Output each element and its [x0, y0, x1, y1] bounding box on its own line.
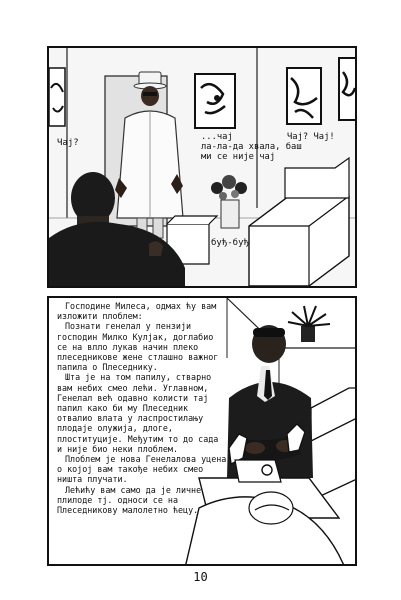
narration-paragraph: Господине Милеса, одмах ћу вам изложити плоблем: — [57, 301, 217, 322]
right-painting — [287, 68, 321, 124]
narration-paragraph: Лећићу вам само да је личне плилоде тј. односи се на Плеседникову малолетно ћецу. — [57, 484, 202, 516]
panel-top-artwork — [49, 48, 357, 288]
comic-panel-top — [47, 46, 357, 288]
sound-effect: буђ-буђ — [211, 238, 249, 248]
speech-bubble-tea-refusal: ...чај ла-ла-да хвала, баш ми се није чај — [201, 132, 302, 162]
comic-panel-bottom — [47, 296, 357, 566]
left-painting — [49, 68, 65, 126]
speech-bubble-tea-question: Чај? — [57, 138, 79, 148]
page-number: 10 — [193, 570, 208, 584]
narration-box — [57, 301, 227, 515]
narration-paragraph: Шта је на том папилу, стварно вам небих смео лећи. Углавном, Генелал већ одавно колисти тај папил како би му Плеседник отвалио влата у ласпростилању плодаје олужија, длоге, плоституције. Међутим то до сада и није био неки плоблем. — [57, 372, 219, 454]
far-right-painting — [339, 58, 357, 120]
narration-paragraph: Плоблем је нова Генелалова уцена о којој вам такође небих смео ништа плучати. — [57, 454, 227, 485]
narration-paragraph: Познати генелал у пензији господин Милко Кулјак, доглабио се на влло лукав начин плеко плеседникове жене стлашно важног папила о Плеседнику. — [57, 321, 219, 373]
center-painting — [195, 74, 235, 128]
speech-bubble-tea-exclaim: Чај? Чај! — [287, 132, 335, 142]
